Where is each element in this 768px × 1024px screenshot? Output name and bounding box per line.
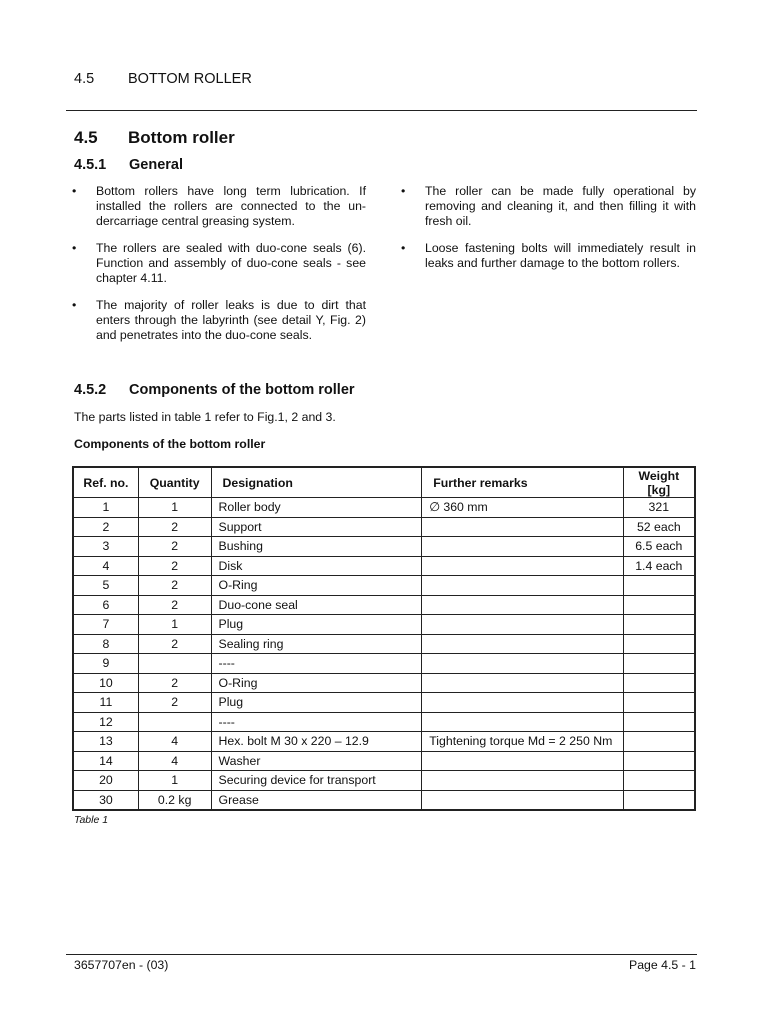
table-row bbox=[73, 732, 695, 752]
cell-weight: 6.5 each bbox=[623, 537, 695, 557]
table-row bbox=[73, 673, 695, 693]
cell-ref: 6 bbox=[73, 595, 138, 615]
cell-ref: 12 bbox=[73, 712, 138, 732]
table-row bbox=[73, 498, 695, 518]
cell-weight bbox=[623, 673, 695, 693]
column-header-ref: Ref. no. bbox=[73, 467, 138, 498]
cell-weight bbox=[623, 790, 695, 810]
bullet-text: Bottom rollers have long term lubrication. If installed the rollers are connected to the un-dercarriage central greasing system. bbox=[96, 184, 366, 228]
cell-weight bbox=[623, 654, 695, 674]
cell-ref: 5 bbox=[73, 576, 138, 596]
cell-designation: Hex. bolt M 30 x 220 – 12.9 bbox=[211, 732, 422, 752]
cell-weight bbox=[623, 576, 695, 596]
cell-quantity bbox=[138, 654, 211, 674]
cell-designation: Grease bbox=[211, 790, 422, 810]
cell-designation: Plug bbox=[211, 615, 422, 635]
bullet-text: The roller can be made fully operational by removing and cleaning it, and then filling it with fresh oil. bbox=[425, 184, 696, 228]
cell-designation: Securing device for transport bbox=[211, 771, 422, 791]
section-title bbox=[74, 128, 235, 148]
cell-remarks bbox=[422, 790, 623, 810]
cell-designation: ---- bbox=[211, 654, 422, 674]
cell-designation: O-Ring bbox=[211, 673, 422, 693]
table-row bbox=[73, 654, 695, 674]
header-number: 4.5 bbox=[74, 71, 95, 87]
cell-remarks bbox=[422, 576, 623, 596]
table-body bbox=[73, 498, 695, 811]
bullet-text: The majority of roller leaks is due to dirt that enters through the labyrinth (see detail Y, Fig. 2) and penetrates into the duo-cone seals. bbox=[96, 298, 366, 342]
cell-quantity bbox=[138, 712, 211, 732]
table-row bbox=[73, 537, 695, 557]
cell-ref: 13 bbox=[73, 732, 138, 752]
bullet-dot: • bbox=[401, 184, 406, 198]
table-row bbox=[73, 556, 695, 576]
table-row bbox=[73, 751, 695, 771]
cell-quantity: 4 bbox=[138, 751, 211, 771]
components-number: 4.5.2 bbox=[74, 382, 107, 398]
cell-ref: 3 bbox=[73, 537, 138, 557]
cell-quantity: 4 bbox=[138, 732, 211, 752]
cell-remarks bbox=[422, 556, 623, 576]
cell-remarks bbox=[422, 751, 623, 771]
cell-remarks bbox=[422, 654, 623, 674]
bullet-item bbox=[72, 184, 366, 229]
cell-ref: 14 bbox=[73, 751, 138, 771]
header-title: BOTTOM ROLLER bbox=[128, 71, 252, 87]
cell-designation: Washer bbox=[211, 751, 422, 771]
column-header-quantity: Quantity bbox=[138, 467, 211, 498]
header-rule bbox=[66, 110, 697, 111]
cell-remarks bbox=[422, 673, 623, 693]
cell-weight bbox=[623, 595, 695, 615]
cell-ref: 20 bbox=[73, 771, 138, 791]
bullet-dot: • bbox=[72, 184, 77, 198]
footer-page-number: Page 4.5 - 1 bbox=[629, 958, 696, 972]
footer-doc-id: 3657707en - (03) bbox=[74, 958, 169, 972]
cell-remarks bbox=[422, 693, 623, 713]
bullet-item bbox=[401, 241, 696, 271]
table-row bbox=[73, 595, 695, 615]
cell-remarks bbox=[422, 771, 623, 791]
cell-designation: Bushing bbox=[211, 537, 422, 557]
cell-designation: Duo-cone seal bbox=[211, 595, 422, 615]
cell-remarks bbox=[422, 537, 623, 557]
bullet-dot: • bbox=[401, 241, 406, 255]
table-row bbox=[73, 790, 695, 810]
cell-quantity: 2 bbox=[138, 693, 211, 713]
cell-weight bbox=[623, 712, 695, 732]
table-row bbox=[73, 771, 695, 791]
bullet-item bbox=[72, 241, 366, 286]
table-header-row bbox=[73, 467, 695, 498]
cell-remarks: ∅ 360 mm bbox=[422, 498, 623, 518]
cell-designation: O-Ring bbox=[211, 576, 422, 596]
cell-quantity: 1 bbox=[138, 498, 211, 518]
table-note: Table 1 bbox=[74, 814, 109, 826]
cell-quantity: 0.2 kg bbox=[138, 790, 211, 810]
cell-quantity: 2 bbox=[138, 556, 211, 576]
cell-weight bbox=[623, 634, 695, 654]
table-row bbox=[73, 517, 695, 537]
table-row bbox=[73, 615, 695, 635]
components-heading bbox=[74, 382, 355, 398]
cell-weight bbox=[623, 615, 695, 635]
cell-weight bbox=[623, 771, 695, 791]
bullet-item bbox=[401, 184, 696, 229]
section-number: 4.5 bbox=[74, 128, 98, 147]
components-intro: The parts listed in table 1 refer to Fig.1, 2 and 3. bbox=[74, 410, 336, 424]
cell-designation: Sealing ring bbox=[211, 634, 422, 654]
cell-weight bbox=[623, 751, 695, 771]
section-heading: Bottom roller bbox=[128, 128, 235, 147]
cell-designation: Roller body bbox=[211, 498, 422, 518]
general-title: General bbox=[129, 157, 183, 173]
cell-ref: 1 bbox=[73, 498, 138, 518]
running-header bbox=[74, 71, 252, 87]
cell-remarks bbox=[422, 712, 623, 732]
table-row bbox=[73, 576, 695, 596]
cell-ref: 30 bbox=[73, 790, 138, 810]
column-header-designation: Designation bbox=[211, 467, 422, 498]
cell-ref: 9 bbox=[73, 654, 138, 674]
cell-weight: 321 bbox=[623, 498, 695, 518]
bullet-text: Loose fastening bolts will immediately result in leaks and further damage to the bottom rollers. bbox=[425, 241, 696, 270]
cell-quantity: 2 bbox=[138, 576, 211, 596]
cell-quantity: 1 bbox=[138, 615, 211, 635]
cell-designation: Plug bbox=[211, 693, 422, 713]
cell-weight: 1.4 each bbox=[623, 556, 695, 576]
table-caption: Components of the bottom roller bbox=[74, 437, 266, 451]
column-header-remarks: Further remarks bbox=[422, 467, 623, 498]
cell-weight bbox=[623, 693, 695, 713]
table-row bbox=[73, 693, 695, 713]
components-table bbox=[72, 466, 696, 811]
cell-designation: Support bbox=[211, 517, 422, 537]
cell-weight: 52 each bbox=[623, 517, 695, 537]
cell-remarks bbox=[422, 615, 623, 635]
cell-weight bbox=[623, 732, 695, 752]
cell-ref: 11 bbox=[73, 693, 138, 713]
bullet-item bbox=[72, 298, 366, 343]
cell-ref: 8 bbox=[73, 634, 138, 654]
bullet-dot: • bbox=[72, 241, 77, 255]
column-header-weight: Weight [kg] bbox=[623, 467, 695, 498]
components-title: Components of the bottom roller bbox=[129, 382, 355, 398]
cell-quantity: 2 bbox=[138, 595, 211, 615]
cell-ref: 10 bbox=[73, 673, 138, 693]
cell-quantity: 2 bbox=[138, 537, 211, 557]
bullet-dot: • bbox=[72, 298, 77, 312]
cell-quantity: 2 bbox=[138, 517, 211, 537]
cell-ref: 2 bbox=[73, 517, 138, 537]
general-number: 4.5.1 bbox=[74, 157, 107, 173]
table-row bbox=[73, 634, 695, 654]
cell-remarks bbox=[422, 634, 623, 654]
table-row bbox=[73, 712, 695, 732]
footer-rule bbox=[66, 954, 697, 955]
cell-designation: Disk bbox=[211, 556, 422, 576]
bullet-text: The rollers are sealed with duo-cone seals (6). Function and assembly of duo-cone seals - see chapter 4.11. bbox=[96, 241, 366, 285]
cell-quantity: 2 bbox=[138, 673, 211, 693]
cell-remarks bbox=[422, 595, 623, 615]
general-heading bbox=[74, 157, 183, 173]
cell-quantity: 2 bbox=[138, 634, 211, 654]
cell-ref: 7 bbox=[73, 615, 138, 635]
cell-quantity: 1 bbox=[138, 771, 211, 791]
cell-remarks bbox=[422, 517, 623, 537]
cell-designation: ---- bbox=[211, 712, 422, 732]
cell-ref: 4 bbox=[73, 556, 138, 576]
cell-remarks: Tightening torque Md = 2 250 Nm bbox=[422, 732, 623, 752]
